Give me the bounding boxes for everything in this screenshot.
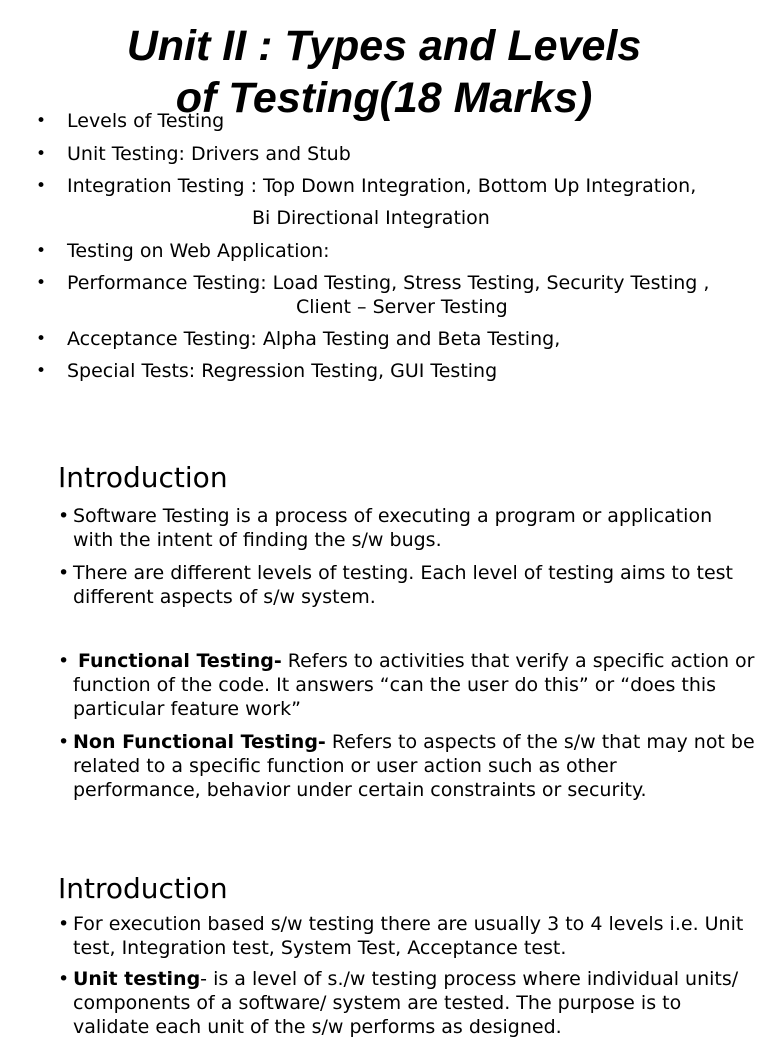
topic-text: Unit Testing: Drivers and Stub [67, 143, 351, 165]
unit-title-line-2: of Testing(18 Marks) [175, 74, 593, 122]
bullet-line: validate each unit of the s/w performs as designed. [73, 1016, 562, 1038]
unit-testing-bullet [58, 967, 739, 1039]
bullet-line [58, 967, 739, 991]
bullet-line: particular feature work” [73, 698, 301, 720]
bullet-line: • Software Testing is a process of executing a program or application [58, 504, 718, 528]
levels-bullet [58, 912, 744, 960]
bullet-line: function of the code. It answers “can the user do this” or “does this [73, 674, 717, 696]
term-label: Unit testing [73, 968, 201, 990]
topic-text: Special Tests: Regression Testing, GUI Testing [67, 360, 498, 382]
unit-title-line-1: Unit II : Types and Levels [126, 22, 642, 70]
section-heading: Introduction [58, 461, 228, 494]
topic-text: Levels of Testing [67, 110, 225, 132]
term-label: Non Functional Testing- [73, 731, 326, 753]
topic-continuation-text: Client – Server Testing [296, 296, 508, 318]
section-heading: Introduction [58, 872, 228, 905]
bullet-icon: • [36, 361, 47, 381]
intro-bullet [58, 504, 718, 552]
topic-text: Integration Testing : Top Down Integration, Bottom Up Integration, [67, 175, 697, 197]
definition-text: Refers to activities that verify a specific action or [281, 650, 755, 672]
bullet-line: with the intent of finding the s/w bugs. [73, 529, 442, 551]
bullet-line: test, Integration test, System Test, Acceptance test. [73, 937, 567, 959]
definition-text: Refers to aspects of the s/w that may not be [325, 731, 755, 753]
bullet-line [58, 730, 755, 754]
topic-continuation-text: Bi Directional Integration [252, 207, 490, 229]
definition-text: - is a level of s./w testing process where individual units/ [200, 968, 739, 990]
bullet-icon: • [36, 176, 47, 196]
topics-list [0, 0, 768, 400]
bullet-line [58, 649, 755, 673]
functional-testing-bullet [58, 649, 755, 721]
intro-bullet [58, 561, 734, 609]
bullet-icon: • [36, 144, 47, 164]
bullet-icon: • [36, 241, 47, 261]
term-label: Functional Testing- [78, 650, 282, 672]
bullet-line: components of a software/ system are tested. The purpose is to [73, 992, 682, 1014]
bullet-line: related to a specific function or user action such as other [73, 755, 617, 777]
bullet-line: • For execution based s/w testing there are usually 3 to 4 levels i.e. Unit [58, 912, 718, 936]
topic-text: Acceptance Testing: Alpha Testing and Beta Testing, [67, 328, 561, 350]
non-functional-testing-bullet [58, 730, 755, 802]
bullet-line: • There are different levels of testing. Each level of testing aims to test [58, 561, 718, 585]
topic-text: Testing on Web Application: [67, 240, 330, 262]
bullet-icon: • [36, 111, 47, 131]
bullet-icon: • [36, 329, 47, 349]
topic-text: Performance Testing: Load Testing, Stress Testing, Security Testing , [67, 272, 710, 294]
bullet-icon: • [36, 273, 47, 293]
bullet-line: different aspects of s/w system. [73, 586, 376, 608]
bullet-line: performance, behavior under certain constraints or security. [73, 779, 647, 801]
